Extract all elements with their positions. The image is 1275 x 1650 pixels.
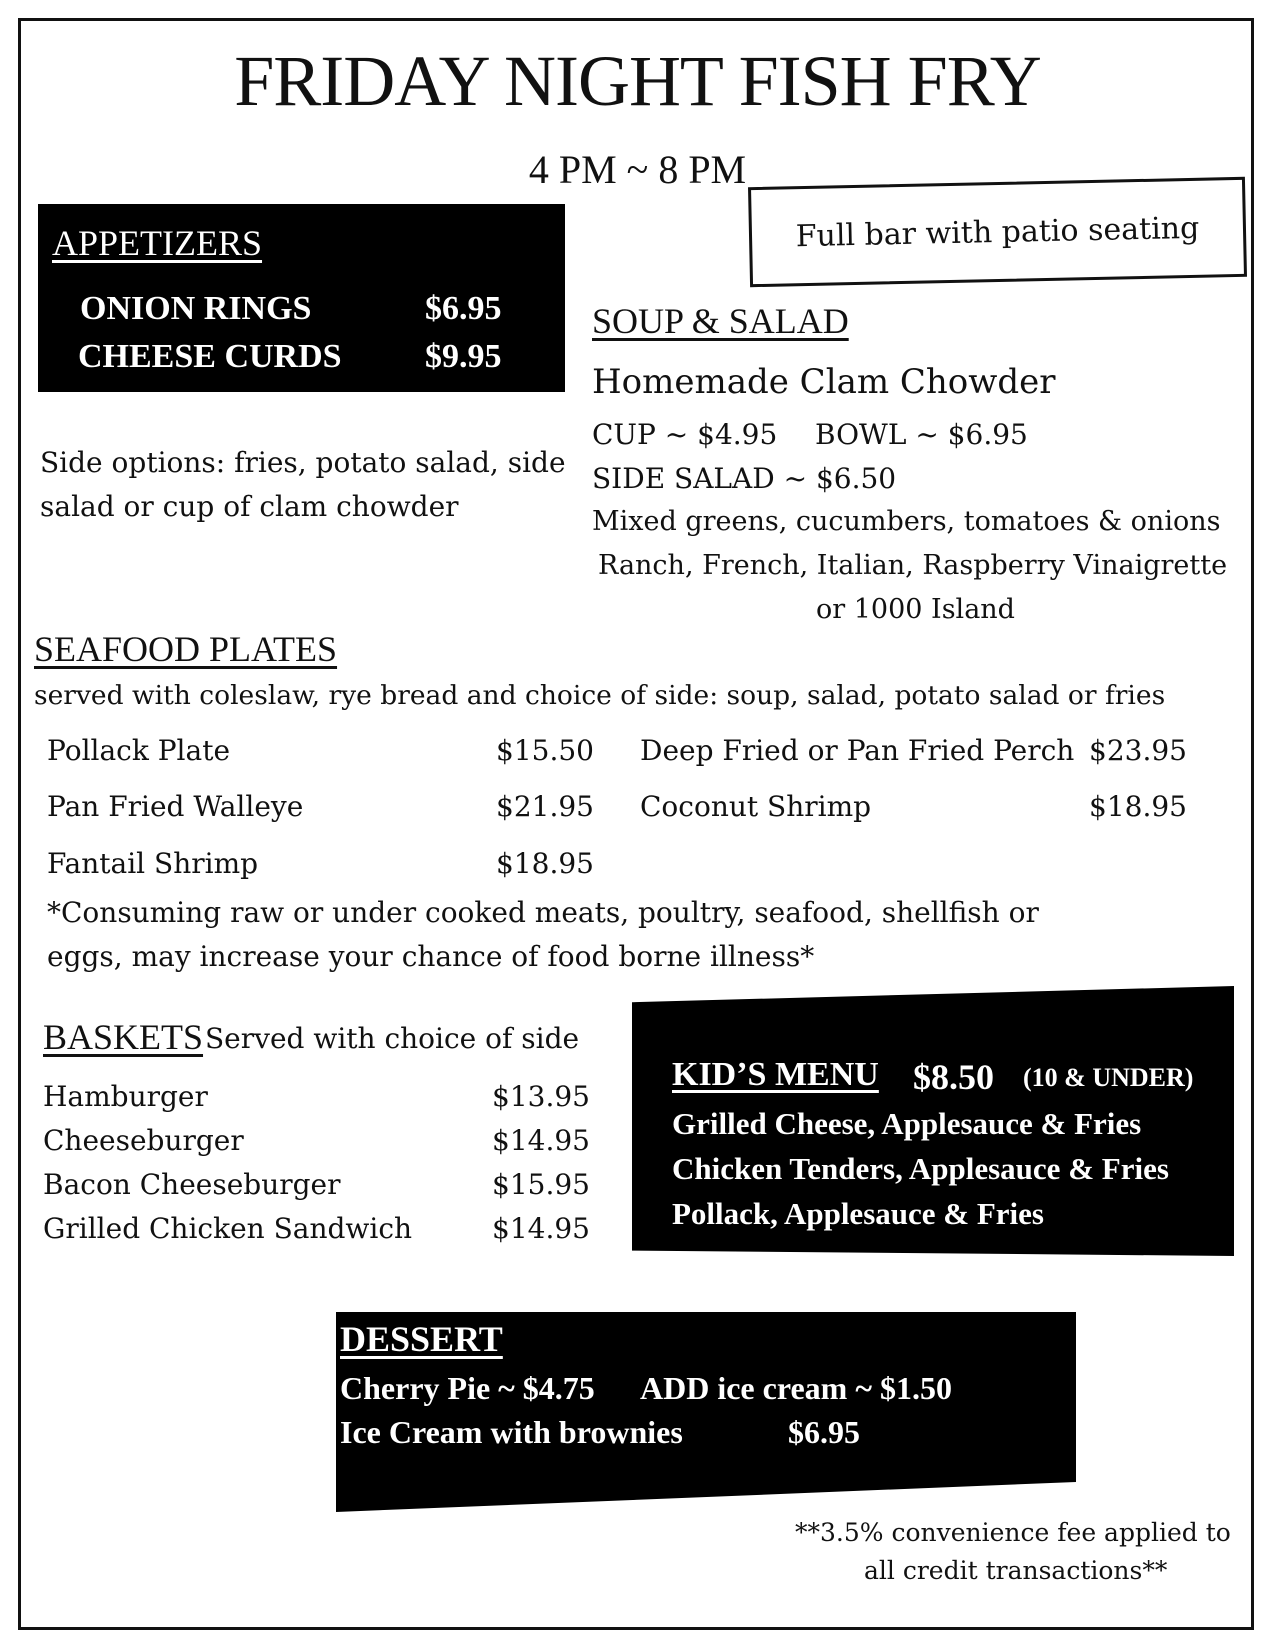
basket-item-price: $13.95	[492, 1080, 590, 1113]
dessert-addon: ADD ice cream ~ $1.50	[640, 1370, 952, 1406]
food-warning-line1: *Consuming raw or under cooked meats, poultry, seafood, shellfish or	[47, 896, 1039, 929]
seafood-item-name: Deep Fried or Pan Fried Perch	[640, 734, 1075, 767]
kids-menu-price: $8.50	[913, 1057, 994, 1097]
seafood-item-name: Fantail Shrimp	[47, 847, 259, 880]
seafood-item-price: $18.95	[1089, 790, 1187, 823]
appetizer-name: ONION RINGS	[80, 290, 312, 327]
appetizers-heading: APPETIZERS	[52, 223, 263, 263]
basket-item-name: Hamburger	[43, 1080, 208, 1113]
kids-menu-item: Grilled Cheese, Applesauce & Fries	[672, 1106, 1142, 1141]
appetizer-name: CHEESE CURDS	[78, 338, 342, 375]
kids-menu-heading: KID’S MENU	[672, 1056, 879, 1093]
salad-dressings: Ranch, French, Italian, Raspberry Vinaigrette	[598, 550, 1228, 581]
dessert-item: Ice Cream with brownies	[340, 1414, 683, 1450]
basket-item-price: $14.95	[492, 1124, 590, 1157]
kids-menu-age: (10 & UNDER)	[1023, 1063, 1194, 1092]
appetizer-price: $9.95	[425, 338, 502, 375]
fee-note-line2: all credit transactions**	[864, 1556, 1168, 1585]
soup-salad-heading: SOUP & SALAD	[592, 301, 849, 341]
seafood-item-price: $23.95	[1089, 734, 1187, 767]
baskets-subtitle: Served with choice of side	[205, 1022, 580, 1055]
dessert-item: Cherry Pie ~ $4.75	[340, 1370, 595, 1406]
dessert-price: $6.95	[788, 1414, 860, 1450]
chowder-bowl-price: BOWL ~ $6.95	[815, 418, 1028, 451]
fee-note-line1: **3.5% convenience fee applied to	[795, 1518, 1231, 1547]
seafood-item-price: $15.50	[496, 734, 594, 767]
seafood-item-name: Pan Fried Walleye	[47, 790, 304, 823]
basket-item-price: $14.95	[492, 1212, 590, 1245]
seafood-heading: SEAFOOD PLATES	[34, 629, 338, 669]
side-options-line1: Side options: fries, potato salad, side	[40, 446, 566, 479]
seafood-subtitle: served with coleslaw, rye bread and choice of side: soup, salad, potato salad or fries	[34, 680, 1166, 711]
hours: 4 PM ~ 8 PM	[528, 147, 747, 192]
basket-item-price: $15.95	[492, 1168, 590, 1201]
appetizer-price: $6.95	[425, 290, 502, 327]
kids-menu-item: Pollack, Applesauce & Fries	[672, 1196, 1044, 1231]
seafood-item-price: $21.95	[496, 790, 594, 823]
bar-note-box	[748, 177, 1247, 287]
bar-note: Full bar with patio seating	[795, 210, 1200, 254]
basket-item-name: Bacon Cheeseburger	[43, 1168, 341, 1201]
salad-description: Mixed greens, cucumbers, tomatoes & onions	[592, 506, 1221, 537]
basket-item-name: Cheeseburger	[43, 1124, 244, 1157]
salad-dressings-cont: or 1000 Island	[816, 594, 1015, 625]
food-warning-line2: eggs, may increase your chance of food borne illness*	[47, 940, 815, 973]
page-title: FRIDAY NIGHT FISH FRY	[234, 41, 1041, 121]
appetizers-box	[38, 204, 565, 392]
seafood-item-name: Pollack Plate	[47, 734, 231, 767]
kids-menu-item: Chicken Tenders, Applesauce & Fries	[672, 1151, 1169, 1186]
dessert-heading: DESSERT	[340, 1319, 503, 1359]
chowder-cup-price: CUP ~ $4.95	[592, 418, 778, 451]
seafood-item-price: $18.95	[496, 847, 594, 880]
baskets-heading: BASKETS	[43, 1017, 204, 1057]
seafood-item-name: Coconut Shrimp	[640, 790, 872, 823]
basket-item-name: Grilled Chicken Sandwich	[43, 1212, 413, 1245]
side-options-line2: salad or cup of clam chowder	[40, 490, 459, 523]
side-salad-price: SIDE SALAD ~ $6.50	[592, 462, 897, 495]
chowder-title: Homemade Clam Chowder	[592, 362, 1056, 402]
